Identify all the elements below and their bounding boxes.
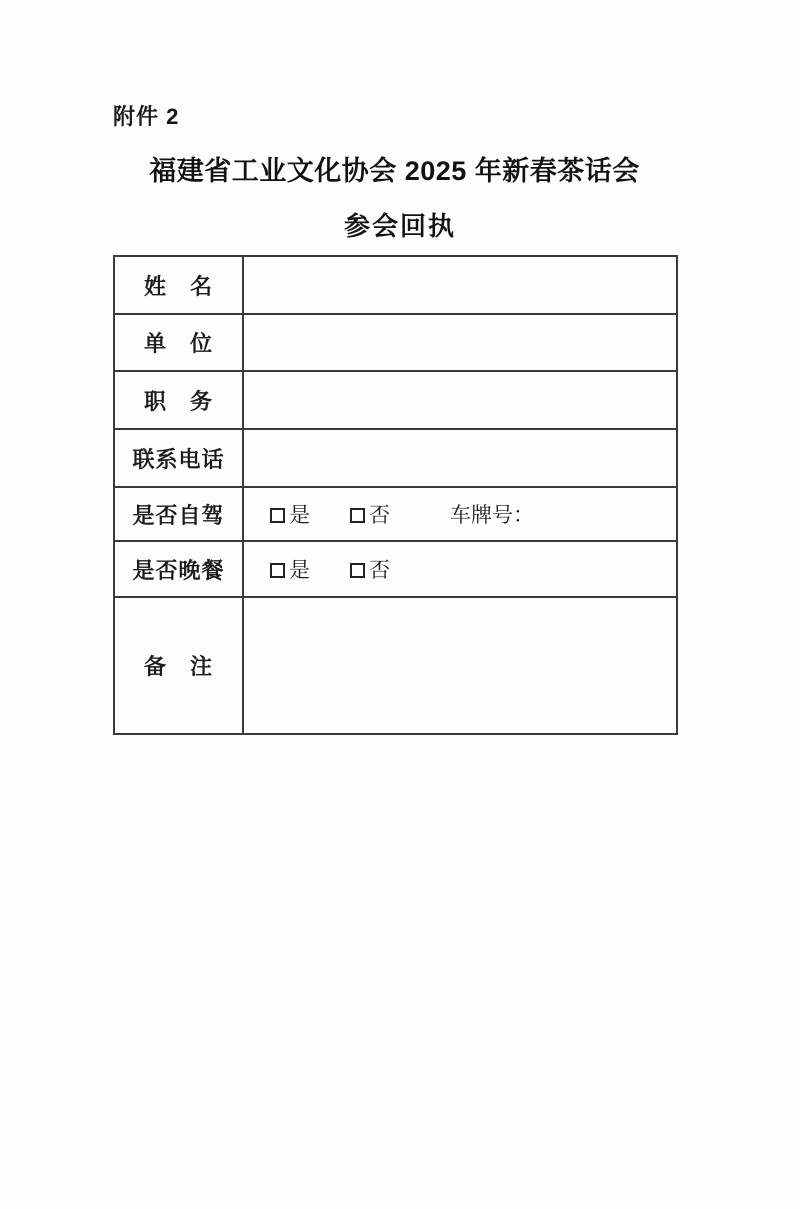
value-cell-self-driving — [243, 487, 677, 541]
value-cell-unit — [243, 314, 677, 371]
dinner-option-yes-label: 是 — [289, 559, 310, 582]
table-row-dinner — [114, 541, 677, 597]
checkbox-icon — [350, 563, 365, 578]
table-row-position — [114, 371, 677, 429]
row-label-unit: 单 位 — [114, 314, 243, 371]
table-row-phone — [114, 429, 677, 487]
table-row-remarks — [114, 597, 677, 734]
value-cell-position — [243, 371, 677, 429]
row-label-position: 职 务 — [114, 371, 243, 429]
value-cell-dinner — [243, 541, 677, 597]
checkbox-icon — [350, 508, 365, 523]
dinner-option-yes — [270, 559, 310, 582]
self-driving-option-no — [350, 504, 390, 527]
dinner-option-no-label: 否 — [369, 559, 390, 582]
row-label-name: 姓 名 — [114, 256, 243, 314]
document-title: 福建省工业文化协会 2025 年新春茶话会 — [149, 156, 640, 186]
table-row-self-driving — [114, 487, 677, 541]
self-driving-option-yes-label: 是 — [289, 504, 310, 527]
table-row-unit — [114, 314, 677, 371]
row-label-self-driving: 是否自驾 — [114, 487, 243, 541]
value-cell-phone — [243, 429, 677, 487]
self-driving-option-no-label: 否 — [369, 504, 390, 527]
row-label-phone: 联系电话 — [114, 429, 243, 487]
checkbox-icon — [270, 563, 285, 578]
checkbox-icon — [270, 508, 285, 523]
self-driving-option-yes — [270, 504, 310, 527]
row-label-dinner: 是否晚餐 — [114, 541, 243, 597]
value-cell-remarks — [243, 597, 677, 734]
table-row-name — [114, 256, 677, 314]
dinner-option-no — [350, 559, 390, 582]
reply-form-table — [113, 255, 678, 735]
document-subtitle: 参会回执 — [343, 211, 456, 241]
plate-number-label: 车牌号： — [450, 504, 534, 527]
row-label-remarks: 备 注 — [114, 597, 243, 734]
value-cell-name — [243, 256, 677, 314]
attachment-label: 附件 2 — [113, 104, 180, 129]
